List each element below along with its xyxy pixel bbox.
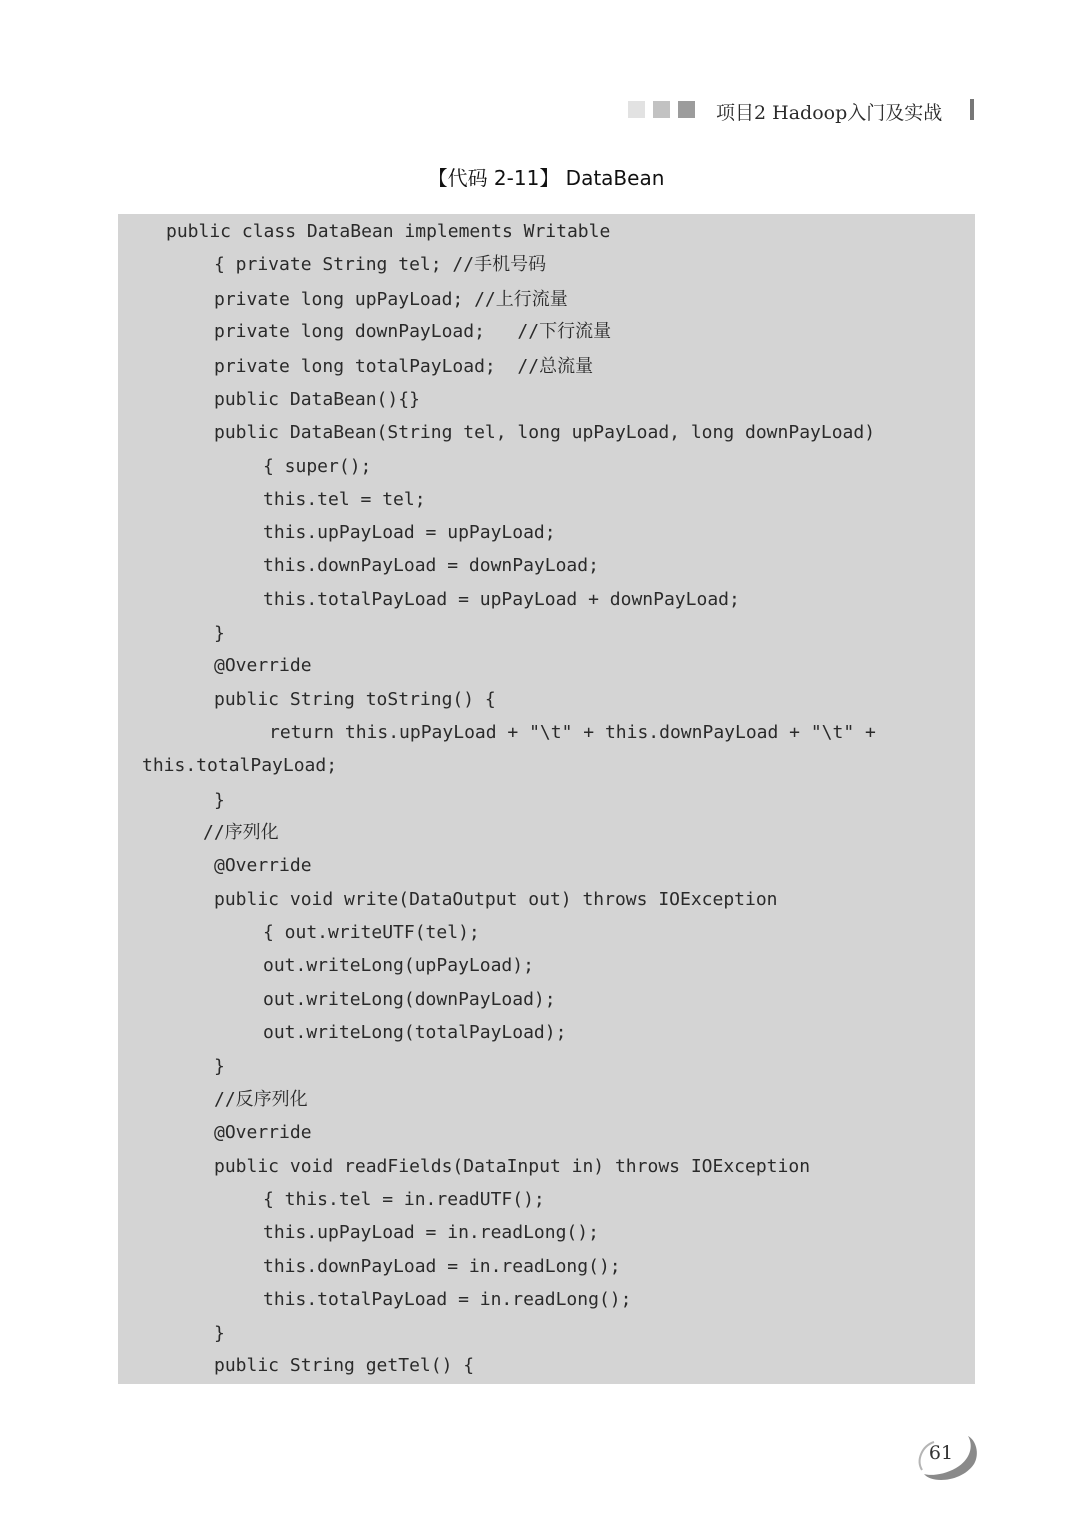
page-number: 61 [928, 1442, 954, 1464]
header-square-medium [653, 101, 670, 118]
code-line: @Override [214, 855, 312, 876]
code-line: private long downPayLoad; //下行流量 [214, 321, 612, 342]
code-line: private long totalPayLoad; //总流量 [214, 356, 594, 377]
header-square-light [628, 101, 645, 118]
code-line: public DataBean(){} [214, 389, 420, 410]
code-line: this.downPayLoad = downPayLoad; [263, 555, 599, 576]
code-comment: //反序列化 [214, 1089, 308, 1110]
code-line: out.writeLong(totalPayLoad); [263, 1022, 567, 1043]
code-line: public class DataBean implements Writable [166, 221, 611, 242]
code-line: public void readFields(DataInput in) throws IOException [214, 1156, 811, 1177]
code-line: this.totalPayLoad; [142, 755, 338, 776]
running-header [628, 98, 988, 126]
code-line: @Override [214, 655, 312, 676]
code-line: this.totalPayLoad = in.readLong(); [263, 1289, 632, 1310]
code-line: this.upPayLoad = upPayLoad; [263, 522, 556, 543]
code-line: @Override [214, 1122, 312, 1143]
header-bar [970, 99, 974, 120]
header-title: 项目2 Hadoop入门及实战 [716, 102, 943, 124]
code-line: { private String tel; //手机号码 [214, 254, 547, 275]
code-line: out.writeLong(downPayLoad); [263, 989, 556, 1010]
code-line: public String toString() { [214, 689, 496, 710]
code-line: public String getTel() { [214, 1355, 475, 1376]
code-line: this.downPayLoad = in.readLong(); [263, 1256, 621, 1277]
code-line: } [214, 1323, 225, 1344]
code-line: } [214, 623, 225, 644]
code-line: { this.tel = in.readUTF(); [263, 1189, 545, 1210]
code-comment: //序列化 [203, 822, 279, 843]
code-line: { super(); [263, 456, 372, 477]
header-square-dark [678, 101, 695, 118]
code-line: public DataBean(String tel, long upPayLoad, long downPayLoad) [214, 422, 876, 443]
code-line: } [214, 1056, 225, 1077]
code-line: this.upPayLoad = in.readLong(); [263, 1222, 599, 1243]
code-line: { out.writeUTF(tel); [263, 922, 480, 943]
code-listing-title: 【代码 2-11】 DataBean [427, 166, 665, 190]
code-line: public void write(DataOutput out) throws IOException [214, 889, 778, 910]
code-line: out.writeLong(upPayLoad); [263, 955, 534, 976]
code-line: return this.upPayLoad + "\t" + this.downPayLoad + "\t" + [269, 722, 876, 743]
code-line: this.totalPayLoad = upPayLoad + downPayLoad; [263, 589, 740, 610]
code-line: private long upPayLoad; //上行流量 [214, 289, 568, 310]
code-line: } [214, 790, 225, 811]
code-block [118, 214, 975, 1384]
code-line: this.tel = tel; [263, 489, 426, 510]
